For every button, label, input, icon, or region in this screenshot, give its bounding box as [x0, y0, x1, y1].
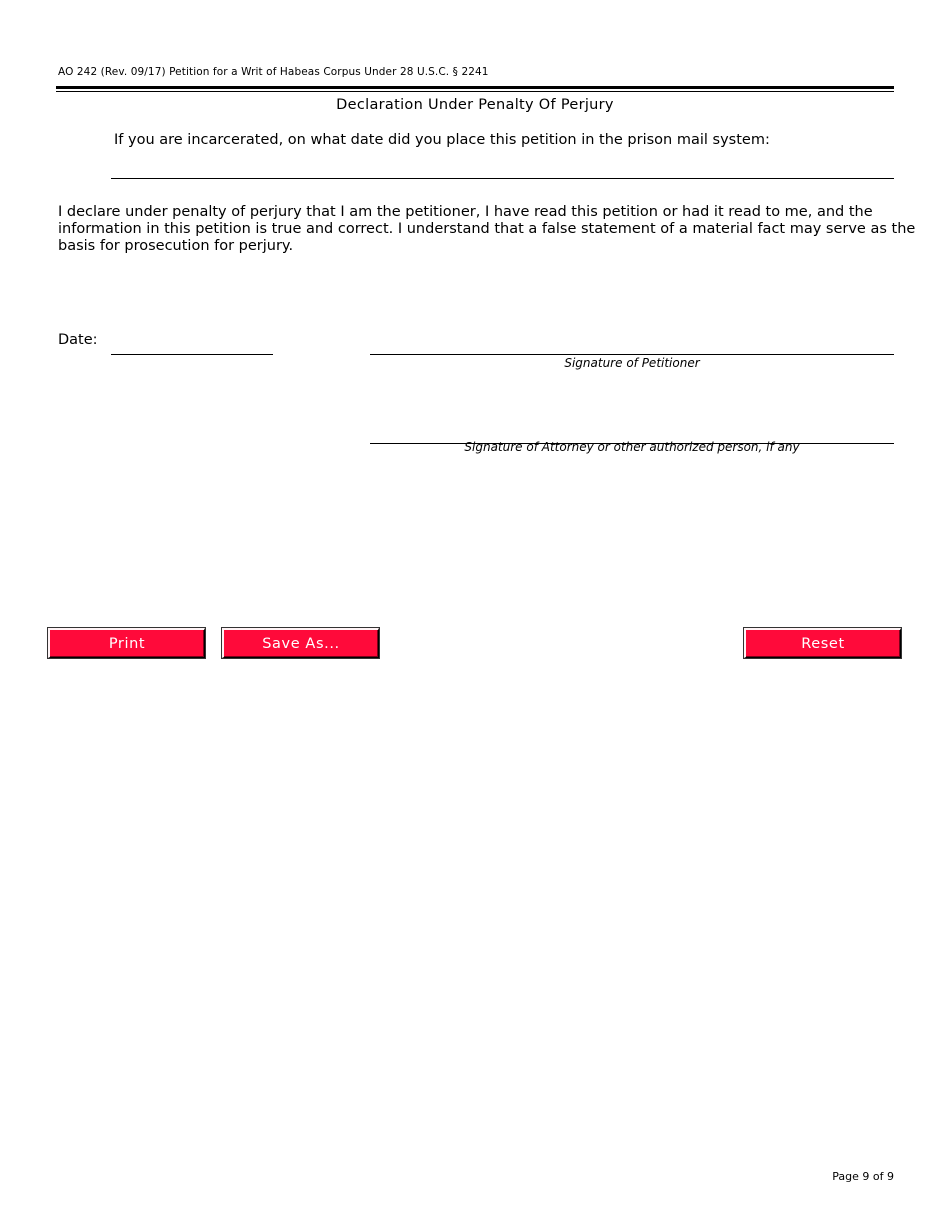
petitioner-signature-caption: Signature of Petitioner — [564, 356, 700, 370]
attorney-signature-caption: Signature of Attorney or other authorized person, if any — [464, 440, 800, 454]
header-rule-thin — [56, 91, 894, 92]
mail-date-field[interactable] — [111, 178, 894, 179]
section-title: Declaration Under Penalty Of Perjury — [336, 97, 614, 113]
declaration-statement: I declare under penalty of perjury that I am the petitioner, I have read this petition or had it read to me, and the information in this petition is true and correct. I understand that a false statement of a material fact may serve as the basis for prosecution for perjury. — [58, 204, 916, 254]
print-button[interactable]: Print — [48, 628, 205, 658]
date-label: Date: — [58, 332, 98, 348]
date-field[interactable] — [111, 354, 273, 355]
petitioner-signature-field[interactable] — [370, 354, 894, 355]
reset-button[interactable]: Reset — [744, 628, 901, 658]
mail-date-question: If you are incarcerated, on what date did you place this petition in the prison mail system: — [114, 132, 770, 148]
save-as-button[interactable]: Save As... — [222, 628, 379, 658]
page-number: Page 9 of 9 — [832, 1170, 894, 1183]
form-header: AO 242 (Rev. 09/17) Petition for a Writ of Habeas Corpus Under 28 U.S.C. § 2241 — [58, 66, 489, 78]
header-rule-thick — [56, 86, 894, 89]
